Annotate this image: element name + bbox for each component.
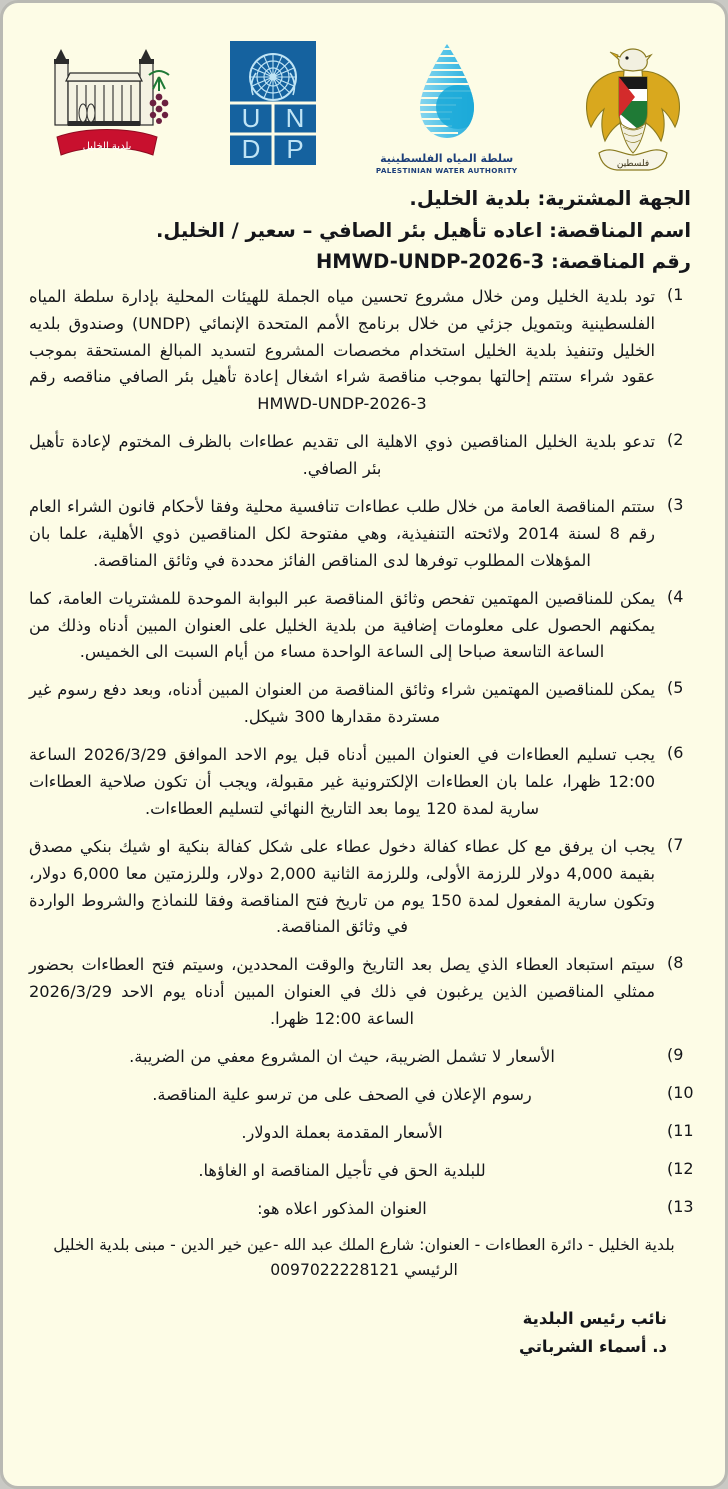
address-line-prefix: الرئيسي (404, 1261, 458, 1280)
address-line: بلدية الخليل - دائرة العطاءات - العنوان: شارع الملك عبد الله -عين خير الدين - مبنى بلدية الخليل (53, 1236, 675, 1255)
clause-text: الأسعار المقدمة بعملة الدولار. (241, 1122, 443, 1142)
palestinian-authority-emblem (577, 41, 689, 181)
clause-item (29, 429, 699, 483)
clause-text: تود بلدية الخليل ومن خلال مشروع تحسين مياه الجملة للهيئات المحلية بإدارة سلطة المياه الفلسطينية وبتمويل جزئي من خلال برنامج الأمم المتحدة الإنمائي (UNDP) وصندوق بلديه الخليل وتنفيذ بلدية الخليل استخدام مخصصات المشروع لتسديد المبالغ المستحقة بموجب عقود شراء ستتم إحالتها بموجب مناقصة شراء اشغال إعادة تأهيل بئر الصافي مناقصه رقم HMWD-UNDP-2026-3 (29, 286, 655, 414)
hebron-municipality-seal (39, 41, 175, 165)
clause-number: 2) (667, 430, 684, 450)
clause-item (29, 677, 699, 731)
palestinian-water-authority-logo (372, 41, 522, 175)
clause-text: الأسعار لا تشمل الضريبة، حيث ان المشروع معفي من الضريبة. (129, 1047, 555, 1066)
logo-strip (25, 17, 703, 177)
clause-item (29, 494, 699, 575)
clause-list (25, 284, 703, 1223)
svg-text:بلدية الخليل: بلدية الخليل (82, 141, 132, 152)
clause-number: 4) (667, 586, 684, 606)
clause-text: يجب تسليم العطاءات في العنوان المبين أدناه قبل يوم الاحد الموافق 2026/3/29 الساعة 12:00 ظهرا، علما بان العطاءات الإلكترونية غير مقبولة، ويجب أن تكون صلاحية العطاءات سارية لمدة 120 يوما بعد التاريخ النهائي لتسليم العطاءات. (29, 745, 655, 818)
svg-text:N: N (285, 103, 305, 133)
clause-item (29, 1044, 699, 1071)
clause-item (29, 952, 699, 1033)
undp-emblem-icon (230, 41, 316, 165)
clause-text: يجب ان يرفق مع كل عطاء كفالة دخول عطاء على شكل كفالة بنكية او شيك بنكي مصدق بقيمة 4,000 دولار للرزمة الأولى، وللرزمة الثانية 2,000 دولار، وللرزمتين معا 6,000 دولار، وتكون سارية المفعول لمدة 150 يوم من تاريخ فتح المناقصة وفقا للنماذج والشروط الواردة في وثائق المناقصة. (29, 836, 655, 937)
purchasing-entity-line: الجهة المشترية: بلدية الخليل. (409, 187, 691, 210)
contact-phone: 0097022228121 (270, 1261, 400, 1280)
clause-item (29, 1196, 699, 1223)
clause-item (29, 742, 699, 823)
signature-block (25, 1305, 703, 1361)
pwa-label-arabic: سلطة المياه الفلسطينية (380, 152, 514, 165)
clause-item (29, 834, 699, 942)
pwa-label-english: PALESTINIAN WATER AUTHORITY (375, 166, 518, 175)
clause-number: 12) (667, 1158, 694, 1178)
svg-text:D: D (241, 134, 261, 164)
clause-number: 13) (667, 1196, 694, 1216)
clause-item (29, 1120, 699, 1147)
svg-text:فلسطين: فلسطين (616, 159, 650, 169)
ibrahimi-mosque-icon (39, 41, 175, 165)
svg-text:U: U (241, 103, 261, 133)
signatory-name: د. أسماء الشرباتي (519, 1337, 667, 1357)
clause-text: للبلدية الحق في تأجيل المناقصة او الغاؤها. (198, 1160, 486, 1180)
eagle-of-saladin-icon (577, 41, 689, 181)
clause-text: تدعو بلدية الخليل المناقصين ذوي الاهلية الى تقديم عطاءات بالظرف المختوم لإعادة تأهيل بئر الصافي. (29, 432, 655, 479)
tender-number-line: رقم المناقصة: HMWD-UNDP-2026-3 (315, 250, 691, 274)
clause-text: يمكن للمناقصين المهتمين شراء وثائق المناقصة من العنوان المبين أدناه، وبعد دفع رسوم غير مستردة مقدارها 300 شيكل. (29, 680, 655, 727)
clause-text: سيتم استبعاد العطاء الذي يصل بعد التاريخ والوقت المحددين، وسيتم فتح العطاءات بحضور ممثلي المناقصين الذين يرغبون في ذلك في العنوان المبين أدناه يوم الاحد 2026/3/29 الساعة 12:00 ظهرا. (29, 955, 655, 1029)
clause-text: العنوان المذكور اعلاه هو: (257, 1198, 427, 1218)
clause-number: 7) (667, 834, 684, 854)
clause-number: 5) (667, 678, 684, 698)
address-line-secondary (33, 1258, 695, 1283)
clause-number: 10) (667, 1082, 694, 1102)
signatory-title: نائب رئيس البلدية (522, 1309, 667, 1329)
clause-number: 6) (667, 743, 684, 763)
clause-number: 9) (667, 1045, 684, 1064)
clause-number: 11) (667, 1120, 694, 1140)
clause-item (29, 1082, 699, 1109)
clause-text: رسوم الإعلان في الصحف على من ترسو علية المناقصة. (152, 1084, 532, 1104)
water-drop-icon (406, 41, 488, 151)
tender-name-line: اسم المناقصة: اعاده تأهيل بئر الصافي – سعير / الخليل. (156, 218, 691, 242)
clause-text: يمكن للمناقصين المهتمين تفحص وثائق المناقصة عبر البوابة الموحدة للمشتريات العامة، كما يمكنهم الحصول على معلومات إضافية من بلدية الخليل على العنوان المبين أدناه وذلك من الساعة التاسعة صباحا إلى الساعة الواحدة مساء من أيام السبت الى الخميس. (29, 588, 655, 662)
clause-item (29, 586, 699, 667)
clause-number: 3) (667, 494, 684, 514)
address-block (33, 1233, 695, 1283)
tender-headings (25, 183, 703, 278)
clause-text: ستتم المناقصة العامة من خلال طلب عطاءات تنافسية محلية وفقا لأحكام قانون الشراء العام رقم 8 لسنة 2014 ولائحته التنفيذية، وهي مفتوحة لكل المناقصين ذوي الأهلية، علما بان المؤهلات المطلوب توفرها لدى المناقص الفائز محددة في وثائق المناقصة. (29, 496, 655, 570)
clause-item (29, 1158, 699, 1185)
clause-item (29, 284, 699, 418)
undp-logo (230, 41, 316, 165)
clause-number: 1) (667, 284, 684, 304)
svg-text:P: P (286, 134, 305, 164)
clause-number: 8) (667, 953, 684, 973)
